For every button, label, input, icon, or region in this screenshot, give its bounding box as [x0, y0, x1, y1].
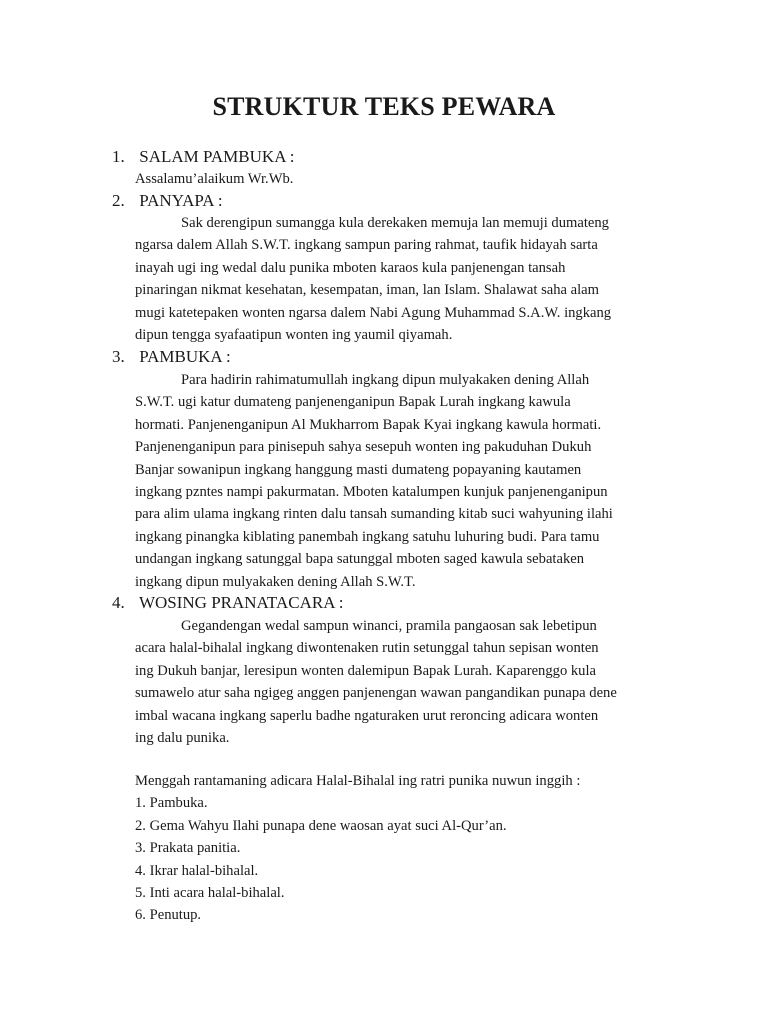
section-body-pambuka	[135, 369, 695, 593]
paragraph-line: Gegandengan wedal sampun winanci, pramila pangaosan sak lebetipun	[181, 618, 597, 634]
paragraph-line: ingkang pinangka kiblating panembah ingkang satuhu luhuring budi. Para tamu	[135, 528, 600, 545]
agenda-item: 2. Gema Wahyu Ilahi punapa dene waosan ayat suci Al-Qur’an.	[135, 817, 507, 834]
paragraph-line: ing Dukuh banjar, leresipun wonten dalemipun Bapak Lurah. Kaparenggo kula	[135, 662, 597, 679]
paragraph-line: undangan ingkang satunggal bapa satunggal mboten saged kawula sebataken	[135, 551, 585, 568]
paragraph-line: ingkang dipun mulyakaken dening Allah S.W.T.	[135, 573, 416, 590]
paragraph-line: inayah ugi ing wedal dalu punika mboten karaos kula panjenengan tansah	[135, 259, 566, 276]
paragraph-line: imbal wacana ingkang saperlu badhe ngaturaken urut reroncing adicara wonten	[135, 707, 599, 724]
agenda-item: 5. Inti acara halal-bihalal.	[135, 884, 285, 901]
section-number: 1.	[112, 147, 125, 166]
section-title: WOSING PRANATACARA :	[138, 593, 344, 612]
paragraph-line: Banjar sowanipun ingkang hanggung masti dumateng popayaning kautamen	[135, 461, 582, 478]
paragraph-line: Assalamu’alaikum Wr.Wb.	[135, 171, 294, 187]
paragraph-line: dipun tengga syafaatipun wonten ing yaumil qiyamah.	[135, 326, 453, 343]
paragraph-line: ingkang pzntes nampi pakurmatan. Mboten katalumpen kunjuk panjenenganipun	[135, 483, 608, 500]
agenda-item: 1. Pambuka.	[135, 795, 208, 812]
paragraph-line: para alim ulama ingkang rinten dalu tansah sumanding kitab suci wahyuning ilahi	[135, 506, 613, 523]
document-title: STRUKTUR TEKS PEWARA	[212, 92, 556, 121]
section-title: PAMBUKA :	[139, 347, 231, 366]
paragraph-line: acara halal-bihalal ingkang diwontenaken rutin setunggal tahun sepisan wonten	[135, 640, 599, 657]
paragraph-line: sumawelo atur saha ngigeg anggen panjenengan wawan pangandikan punapa dene	[135, 685, 617, 702]
paragraph-line: pinaringan nikmat kesehatan, kesempatan, iman, lan Islam. Shalawat saha alam	[135, 282, 600, 299]
paragraph-line: Sak derengipun sumangga kula derekaken memuja lan memuji dumateng	[181, 215, 609, 231]
section-number: 2.	[112, 191, 125, 210]
section-body-salam-pambuka	[135, 168, 695, 190]
section-number: 4.	[112, 593, 125, 612]
agenda-item: 3. Prakata panitia.	[135, 840, 241, 857]
section-body-wosing-pranatacara	[135, 615, 695, 749]
paragraph-line: mugi katetepaken wonten ngarsa dalem Nabi Agung Muhammad S.A.W. ingkang	[135, 304, 612, 321]
agenda-item: 6. Penutup.	[135, 907, 202, 924]
paragraph-line: ing dalu punika.	[135, 729, 230, 746]
section-heading-salam-pambuka	[112, 146, 295, 168]
paragraph-line: hormati. Panjenenganipun Al Mukharrom Bapak Kyai ingkang kawula hormati.	[135, 416, 602, 433]
section-number: 3.	[112, 347, 125, 366]
paragraph-line: Para hadirin rahimatumullah ingkang dipun mulyakaken dening Allah	[181, 372, 590, 388]
section-title: PANYAPA :	[139, 191, 223, 210]
paragraph-line: Panjenenganipun para pinisepuh sahya sesepuh wonten ing pakuduhan Dukuh	[135, 439, 592, 456]
section-heading-panyapa	[112, 190, 223, 212]
agenda-item: 4. Ikrar halal-bihalal.	[135, 862, 259, 879]
paragraph-line: S.W.T. ugi katur dumateng panjenenganipun Bapak Lurah ingkang kawula	[135, 394, 571, 411]
paragraph-line: ngarsa dalem Allah S.W.T. ingkang sampun paring rahmat, taufik hidayah sarta	[135, 237, 598, 254]
agenda-list	[135, 770, 695, 927]
section-heading-wosing-pranatacara	[112, 592, 344, 614]
section-title: SALAM PAMBUKA :	[139, 147, 295, 166]
section-heading-pambuka	[112, 346, 231, 368]
agenda-intro: Menggah rantamaning adicara Halal-Bihalal ing ratri punika nuwun inggih :	[135, 773, 581, 789]
section-body-panyapa	[135, 212, 695, 346]
